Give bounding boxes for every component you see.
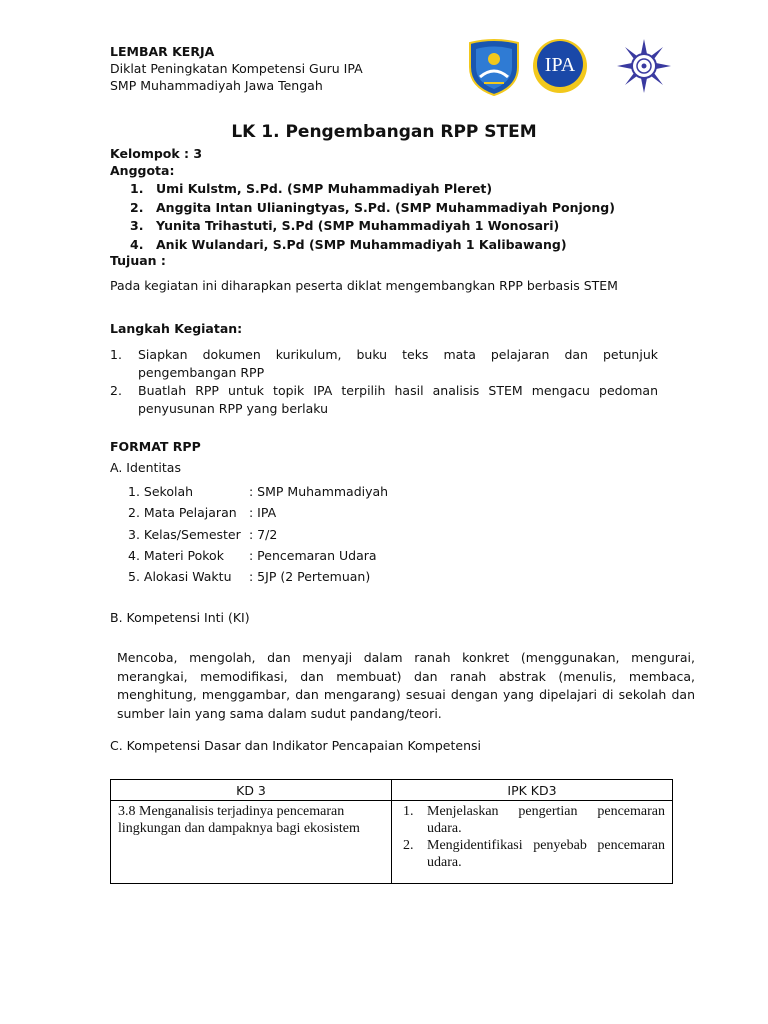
list-item	[110, 382, 658, 417]
anggota-label: Anggota:	[110, 163, 175, 178]
table-row	[111, 801, 673, 884]
identitas-value: : Pencemaran Udara	[249, 547, 377, 563]
document-header	[110, 43, 363, 94]
list-item	[128, 481, 388, 502]
list-item	[128, 524, 388, 545]
list-number: 2.	[130, 199, 144, 215]
ipa-logo-text: IPA	[544, 54, 576, 76]
ipk-text: Mengidentifikasi penyebab pencemaran udara.	[427, 838, 665, 870]
identitas-value: : SMP Muhammadiyah	[249, 484, 389, 499]
ki-label: B. Kompetensi Inti (KI)	[110, 610, 250, 625]
kemendikbud-logo	[470, 40, 518, 95]
table-header-kd: KD 3	[111, 780, 392, 801]
kd-table	[110, 779, 673, 884]
list-item	[130, 236, 615, 255]
member-name: Yunita Trihastuti, S.Pd (SMP Muhammadiyah 1 Wonosari)	[156, 218, 560, 233]
kd-cell	[111, 801, 392, 884]
member-name: Umi Kulstm, S.Pd. (SMP Muhammadiyah Pleret)	[156, 181, 493, 196]
identitas-key: 5. Alokasi Waktu	[128, 569, 232, 585]
step-list	[110, 346, 658, 418]
list-item	[128, 545, 388, 566]
header-line-2: Diklat Peningkatan Kompetensi Guru IPA	[110, 61, 363, 76]
table-header-ipk: IPK KD3	[392, 780, 673, 801]
ipk-cell	[392, 801, 673, 884]
list-number: 2.	[403, 838, 414, 853]
list-number: 4.	[130, 236, 144, 252]
format-label: FORMAT RPP	[110, 439, 201, 454]
identitas-key: 1. Sekolah	[128, 484, 194, 499]
member-list	[130, 180, 615, 254]
list-item	[403, 803, 665, 837]
identitas-value: : 5JP (2 Pertemuan)	[249, 569, 371, 585]
list-number: 1.	[403, 804, 414, 819]
list-item	[130, 199, 615, 218]
kelompok-label: Kelompok : 3	[110, 146, 203, 161]
list-item	[110, 346, 658, 381]
step-text: Buatlah RPP untuk topik IPA terpilih hasil analisis STEM mengacu pedoman penyusunan RPP yang berlaku	[138, 383, 658, 416]
ki-text: Mencoba, mengolah, dan menyaji dalam ranah konkret (menggunakan, mengurai, merangkai, memodifikasi, dan membuat) dan ranah abstrak (menulis, membaca, menghitung, menggambar, dan mengarang) sesuai dengan yang dipelajari di sekolah dan sumber lain yang sama dalam sudut pandang/teori.	[117, 650, 695, 721]
identitas-value: : IPA	[249, 505, 277, 521]
list-item	[128, 502, 388, 523]
muhammadiyah-logo	[617, 39, 671, 93]
list-item	[130, 180, 615, 199]
identitas-value: : 7/2	[249, 526, 278, 542]
kd-text: 3.8 Menganalisis terjadinya pencemaran lingkungan dan dampaknya bagi ekosistem	[118, 804, 360, 836]
ipk-text: Menjelaskan pengertian pencemaran udara.	[427, 804, 665, 836]
header-line-1: LEMBAR KERJA	[110, 44, 215, 59]
langkah-label: Langkah Kegiatan:	[110, 321, 243, 336]
step-text: Siapkan dokumen kurikulum, buku teks mata pelajaran dan petunjuk pengembangan RPP	[138, 347, 658, 380]
identitas-key: 4. Materi Pokok	[128, 547, 224, 563]
list-item	[130, 217, 615, 236]
list-number: 1.	[110, 347, 122, 362]
list-item	[403, 837, 665, 871]
header-line-3: SMP Muhammadiyah Jawa Tengah	[110, 78, 323, 93]
tujuan-text: Pada kegiatan ini diharapkan peserta diklat mengembangkan RPP berbasis STEM	[110, 278, 618, 293]
kd-label: C. Kompetensi Dasar dan Indikator Pencapaian Kompetensi	[110, 738, 481, 753]
identitas-list	[128, 481, 388, 587]
list-number: 1.	[130, 181, 144, 196]
member-name: Anik Wulandari, S.Pd (SMP Muhammadiyah 1 Kalibawang)	[156, 236, 567, 252]
ipa-logo	[533, 39, 587, 93]
table-header-row	[111, 780, 673, 801]
identitas-label: A. Identitas	[110, 460, 181, 475]
member-name: Anggita Intan Ulianingtyas, S.Pd. (SMP Muhammadiyah Ponjong)	[156, 199, 615, 215]
tujuan-label: Tujuan :	[110, 253, 166, 268]
identitas-key: 3. Kelas/Semester	[128, 526, 241, 542]
list-number: 2.	[110, 383, 122, 398]
identitas-key: 2. Mata Pelajaran	[128, 505, 237, 521]
list-item	[128, 566, 388, 587]
page-title: LK 1. Pengembangan RPP STEM	[231, 122, 537, 142]
list-number: 3.	[130, 218, 144, 233]
logo-group	[466, 37, 676, 97]
